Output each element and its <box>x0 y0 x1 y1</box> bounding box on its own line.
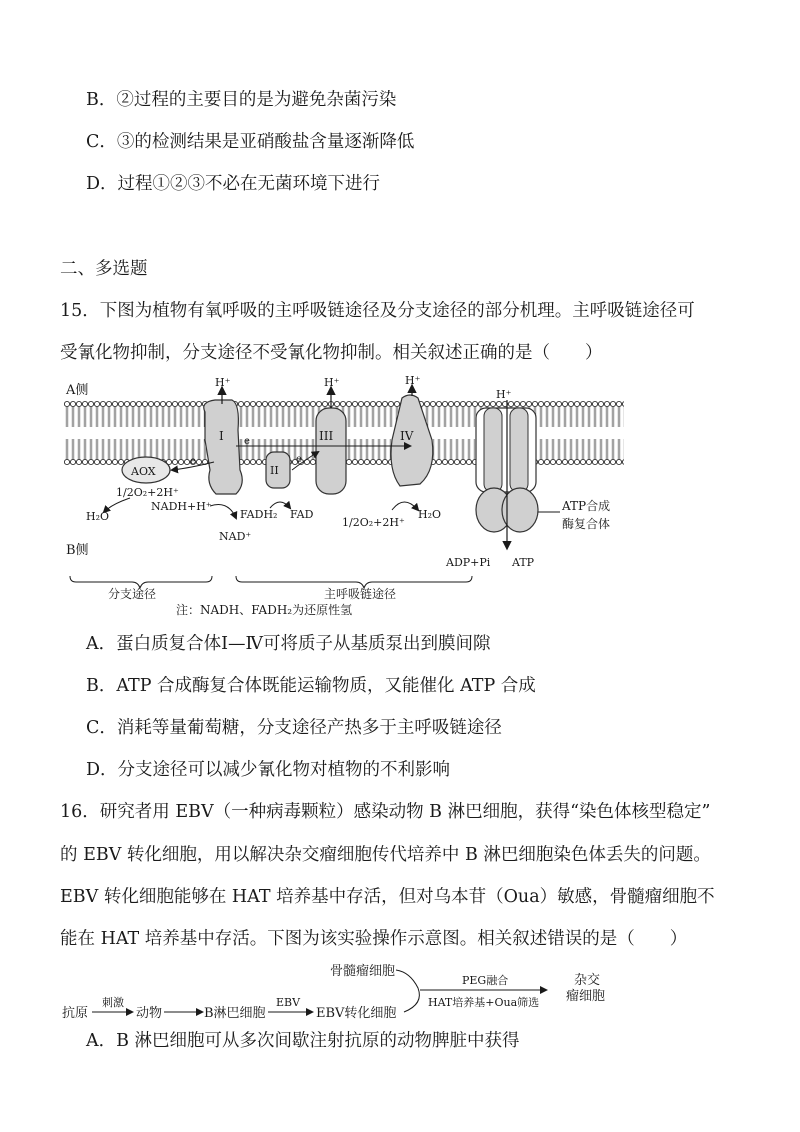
flow-peg: PEG融合 <box>462 974 509 987</box>
atp-synthase-label-1: ATP合成 <box>562 499 611 513</box>
q15-option-c: C．消耗等量葡萄糖，分支途径产热多于主呼吸链途径 <box>86 718 502 738</box>
flow-myeloma: 骨髓瘤细胞 <box>330 964 396 979</box>
q16-stem-line3: EBV 转化细胞能够在 HAT 培养基中存活，但对乌本苷（Oua）敏感，骨髓瘤细胞不 <box>60 887 715 907</box>
complex-iii <box>316 408 346 494</box>
complex-i <box>204 400 243 494</box>
electron-e2: e <box>296 454 302 465</box>
flow-antigen: 抗原 <box>62 1006 89 1021</box>
h2o-right: H₂O <box>418 508 442 521</box>
complex-ii-label: II <box>270 464 279 477</box>
q16-stem-line1: 16．研究者用 EBV（一种病毒颗粒）感染动物 B 淋巴细胞，获得“染色体核型稳定” <box>60 802 711 822</box>
atp-synthase-label-2: 酶复合体 <box>562 517 611 531</box>
q15-option-a: A．蛋白质复合体Ⅰ—Ⅳ可将质子从基质泵出到膜间隙 <box>86 634 491 654</box>
diagram-note: 注：NADH、FADH₂为还原性氢 <box>176 603 353 617</box>
q16-stem-line2: 的 EBV 转化细胞，用以解决杂交瘤细胞传代培养中 B 淋巴细胞染色体丢失的问题。 <box>60 845 711 865</box>
electron-e1: e <box>244 436 250 447</box>
branch-label: 分支途径 <box>108 587 157 601</box>
fadh2-label: FADH₂ <box>240 508 278 521</box>
electron-e3: e <box>190 456 196 467</box>
flow-stimulate: 刺激 <box>102 996 124 1009</box>
complex-iv-label: IV <box>400 429 414 443</box>
side-b-label: B侧 <box>66 543 89 558</box>
flow-ebv-cell: EBV转化细胞 <box>316 1006 397 1021</box>
q15-option-b: B．ATP 合成酶复合体既能运输物质，又能催化 ATP 合成 <box>86 676 536 696</box>
complex-iii-label: III <box>319 429 334 443</box>
h-plus-iv: H⁺ <box>405 374 421 387</box>
flow-ebv: EBV <box>276 996 301 1009</box>
flow-b-cell: B淋巴细胞 <box>204 1006 266 1021</box>
flow-hybrid-2: 瘤细胞 <box>566 989 606 1004</box>
q15-stem-line1: 15．下图为植物有氧呼吸的主呼吸链途径及分支途径的部分机理。主呼吸链途径可 <box>60 301 695 321</box>
nadh-label: NADH+H⁺ <box>151 500 212 513</box>
side-a-label: A侧 <box>66 383 89 398</box>
q14-option-b: B．②过程的主要目的是为避免杂菌污染 <box>86 90 397 110</box>
flow-animal: 动物 <box>136 1006 163 1021</box>
flow-hat: HAT培养基+Oua筛选 <box>428 996 540 1009</box>
section-title: 二、多选题 <box>60 259 148 279</box>
main-label: 主呼吸链途径 <box>324 587 397 601</box>
complex-i-label: I <box>219 429 224 443</box>
aox-label: AOX <box>131 465 156 478</box>
h-plus-atp: H⁺ <box>496 388 512 401</box>
half-o2-right: 1/2O₂+2H⁺ <box>342 516 405 529</box>
q16-stem-line4: 能在 HAT 培养基中存活。下图为该实验操作示意图。相关叙述错误的是（ ） <box>60 929 688 949</box>
q15-stem-line2: 受氰化物抑制，分支途径不受氰化物抑制。相关叙述正确的是（ ） <box>60 343 603 363</box>
adp-pi-label: ADP+Pi <box>446 556 491 569</box>
flow-hybrid-1: 杂交 <box>574 973 601 988</box>
q14-option-d: D．过程①②③不必在无菌环境下进行 <box>86 174 381 194</box>
h2o-left: H₂O <box>86 510 110 523</box>
q14-option-c: C．③的检测结果是亚硝酸盐含量逐渐降低 <box>86 132 415 152</box>
half-o2-left: 1/2O₂+2H⁺ <box>116 486 179 499</box>
q15-option-d: D．分支途径可以减少氰化物对植物的不利影响 <box>86 760 451 780</box>
fad-label: FAD <box>290 508 314 521</box>
h-plus-i: H⁺ <box>215 376 231 389</box>
h-plus-iii: H⁺ <box>324 376 340 389</box>
q16-option-a: A．B 淋巴细胞可从多次间歇注射抗原的动物脾脏中获得 <box>86 1031 520 1051</box>
nad-label: NAD⁺ <box>219 530 252 543</box>
atp-label: ATP <box>512 556 535 569</box>
